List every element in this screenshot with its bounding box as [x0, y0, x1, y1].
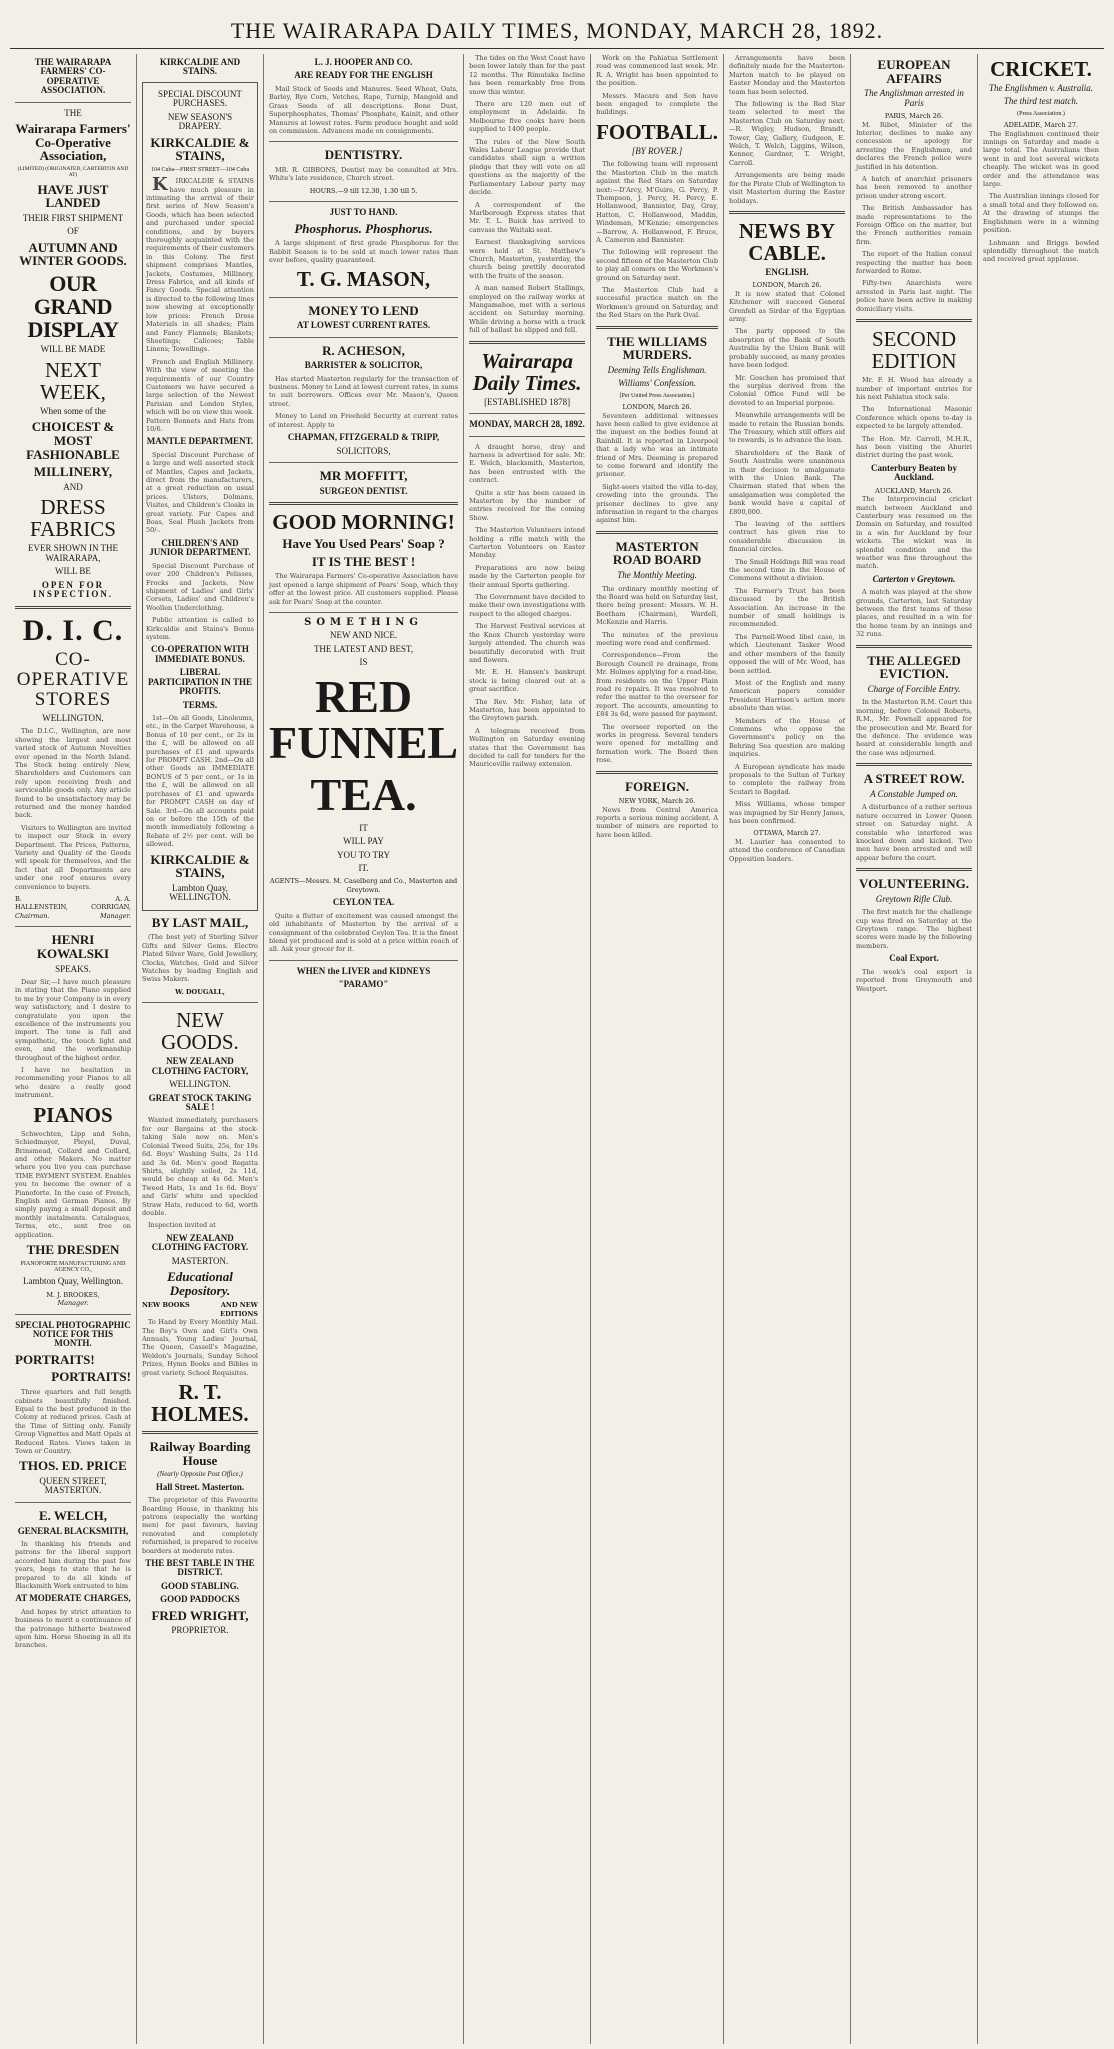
divider	[269, 141, 458, 142]
dresden-sub: PIANOFORTE MANUFACTURING AND AGENCY CO.,	[20, 1260, 126, 1273]
divider	[469, 341, 585, 344]
kircaldie-2: KIRKCALDIE & STAINS,	[150, 851, 250, 881]
european-sub: The Anglishman arrested in Paris	[864, 88, 964, 108]
dic-heading: D. I. C.	[22, 613, 124, 647]
divider	[856, 319, 972, 322]
tea: TEA.	[310, 768, 417, 820]
cable-dateline: LONDON, March 26.	[752, 281, 822, 290]
canterbury-body: The Interprovincial cricket match between Auckland and Canterbury was resumed on the Domain on Saturday, and resulted in a win for Auckland by four wickets. The wicket was in splendid condition and the weather was fine throughout the match.	[856, 495, 972, 571]
divider	[856, 763, 972, 766]
foreign-body: News from Central America reports a serious mining accident. A number of miners are reported to have been killed.	[596, 805, 719, 839]
carterton: Carterton v Greytown.	[872, 573, 956, 584]
road-board: MASTERTON ROAD BOARD	[612, 538, 702, 568]
divider	[269, 502, 458, 505]
divider	[15, 1314, 131, 1315]
daily-times: Wairarapa Daily Times.	[472, 348, 582, 395]
european-body: M. Ribot, Minister of the Interior, declines to make any concession or apology for arresting the Englishman, and declares the French police were justified in his detention. A batch of anarchist prisoners has been removed to another prison under strong escort. The British Ambassador has made representations to the Foreign Office on the matter, but the French authorities remain firm. The report of the Italian consul respecting the matter has been forwarded to Rome. Fifty-two Anarchists were arrested in Paris last night. The police have been active in making domiciliary visits.	[856, 120, 972, 313]
welch-body: In thanking his friends and patrons for the liberal support accorded him during the past few years, begs to state that he is prepared to do all kinds of Blacksmith Work entrusted to him	[15, 1539, 131, 1590]
third-test: The third test match.	[1003, 96, 1079, 107]
you-to-try: YOU TO TRY	[337, 849, 391, 860]
used-soap: Have You Used Pears' Soap ?	[282, 536, 445, 552]
books-body: To Hand by Every Monthly Mail. The Boy's Own and Girl's Own Annuals, Young Ladies' Journal, The Queen, Cassell's Magazine, Weldon's Journals, Sunday School Prizes, Hymn Books and Bibles in great variety. School Requisites.	[141, 1318, 258, 1377]
kidneys: WHEN the LIVER and KIDNEYS	[296, 965, 431, 976]
alleged-body: In the Masterton R.M. Court this morning, before Colonel Roberts, R.M., Mr. Pownall appeared for the prosecution and Mr. Beard for the defence. The evidence was heard at considerable length and the case was adjourned.	[856, 698, 972, 757]
corrigan: A. A. CORRIGAN,	[91, 895, 131, 912]
hall-street: Hall Street. Masterton.	[155, 1481, 245, 1492]
divider	[269, 612, 458, 613]
cricket-sub: The Englishmen v. Australia.	[989, 83, 1093, 94]
welch: E. WELCH,	[38, 1507, 107, 1523]
signatures	[15, 895, 131, 920]
will-be-made: WILL BE MADE	[40, 344, 106, 355]
col5-body-top: Work on the Pahiatua Settlement road was commenced last week. Mr. R. A. Wright has been appointed to the position. Messrs. Macara and Son have been engaged to complete the buildings.	[596, 54, 719, 117]
murders-press: [Per United Press Association.]	[619, 392, 695, 399]
paddocks: GOOD PADDOCKS	[160, 1594, 240, 1605]
dresden: THE DRESDEN	[26, 1242, 120, 1258]
cricket-press: (Press Association.)	[1017, 110, 1065, 117]
football: FOOTBALL.	[596, 119, 719, 144]
new-editions-label: AND NEW EDITIONS	[220, 1301, 258, 1318]
ceylon-tea: CEYLON TEA.	[332, 897, 395, 908]
divider	[15, 606, 131, 609]
kircaldie-lambton: Lambton Quay, WELLINGTON.	[169, 882, 231, 903]
special-photo: SPECIAL PHOTOGRAPHIC NOTICE FOR THIS MONTH.	[15, 1319, 131, 1349]
ceylon-body: Quite a flutter of excitement was caused amongst the old inhabitants of Masterton by the arrival of a consignment of the celebrated Ceylon Tea. It is the finest blend yet produced and is sold at a price within reach of all. Ask your grocer for it.	[268, 911, 459, 954]
grand-display: OUR GRAND DISPLAY	[27, 271, 119, 343]
portraits-body: Three quarters and full length cabinets beautifully finished. Equal to the best produced in the Colony at reduced prices. Cash at the Time of Sitting only. Family Group Vignettes and Matt Opals at Reduced Rates. Views taken in Town or Country.	[15, 1388, 131, 1455]
alleged-eviction: THE ALLEGED EVICTION.	[867, 652, 961, 682]
football-body: The following team will represent the Masterton Club in the match against the Red Stars on Saturday next:—D'Arcy, M'Guire, G. Percy, P. Thompson, J. Percy, H. Percy, E. Hollanwood, Bannister, Day, Gray, Hatton, C. Hollanwood, Maddin, Windeman, M'Kenzie; emergencies—Barrow, A. Hollanwood, F. Bruce, A. Cameron and Bannister. The following will represent the second fifteen of the Masterton Club to play all comers on the Workmen's ground on Saturday next. The Masterton Club had a successful practice match on the Workmen's ground on Saturday, and the Red Stars on the Park Oval.	[596, 160, 719, 320]
wright: FRED WRIGHT,	[151, 1607, 249, 1623]
kircaldie-address: 104 Cuba—FIRST STREET—104 Cuba	[150, 166, 249, 173]
adelaide-dateline: ADELAIDE, March 27.	[1003, 121, 1079, 130]
auckland-dateline: AUCKLAND, March 26.	[875, 486, 953, 495]
column-5	[591, 54, 724, 2044]
special-discount: SPECIAL DISCOUNT PURCHASES.	[158, 88, 242, 109]
divider	[469, 436, 585, 437]
assoc-the: THE	[64, 107, 82, 118]
by-last-mail: BY LAST MAIL,	[151, 914, 249, 930]
educational: Educational Depository.	[167, 1269, 233, 1298]
hallenstein-role: Chairman.	[15, 911, 50, 920]
dentistry-body: MR. R. GIBBONS, Dentist may be consulted at Mrs. White's late residence, Church street.	[268, 165, 459, 183]
queen-street: QUEEN STREET, MASTERTON.	[39, 1476, 107, 1496]
coop-stores: CO-OPERATIVE STORES	[16, 649, 130, 710]
railway-body: The proprietor of this Favourite Boarding House, in thanking his patrons (especially the working men) for past favours, having renovated and completely refurnished, is prepared to receive boarders at moderate rates.	[141, 1496, 258, 1555]
acheson-body: Has started Masterton regularly for the transaction of business. Money to Lend at lowest current rates, in sums to suit borrowers. Offices over Mr. Mason's, Queen street. Money to Lend on Freehold Security at current rates of interest. Apply to	[268, 374, 459, 429]
new-books	[142, 1301, 258, 1318]
nz-wellington: WELLINGTON.	[169, 1079, 231, 1090]
columns	[10, 54, 1104, 2044]
acheson: R. ACHESON,	[322, 342, 405, 358]
moderate: AT MODERATE CHARGES,	[15, 1593, 131, 1604]
column-7	[851, 54, 978, 2044]
pianos-heading: PIANOS	[33, 1102, 113, 1127]
street-row-sub: A Constable Jumped on.	[870, 788, 958, 799]
new-books-label: NEW BOOKS	[141, 1301, 190, 1310]
good-stabling: GOOD STABLING.	[161, 1580, 239, 1591]
new-and-nice: NEW AND NICE.	[329, 630, 398, 641]
col4-body-bottom: A draught horse, dray and harness is advertised for sale. Mr. E. Welch, blacksmith, Masterton, has been entrusted with the contract. Quite a stir has been caused in Masterton by the number of entries received for the coming Show. The Masterton Volunteers intend holding a rifle match with the Carterton Volunteers on Easter Monday. Preparations are now being made by the Carterton people for their annual Sports gathering. The Government have decided to make their own investigations with respect to the alleged charges. The Harvest Festival services at the Knox Church yesterday were largely attended. The church was beautifully decorated with fruit and flowers. Mr. E. H. Hansen's bankrupt stock is being cleared out at a great sacrifice. The Rev. Mr. Fisher, late of Masterton, has been appointed to the Greytown parish. A telegram received from Wellington on Saturday evening states that the Government has decided to call for tenders for the Mauriceville railway extension.	[469, 442, 586, 769]
english: ENGLISH.	[765, 267, 809, 277]
millinery: MILLINERY,	[33, 464, 113, 480]
will-be: WILL BE	[55, 566, 91, 577]
column-2	[137, 54, 264, 2044]
divider	[269, 337, 458, 338]
tea-agents: AGENTS—Messrs. M. Caselberg and Co., Masterton and Greytown.	[269, 877, 458, 894]
corrigan-role: Manager.	[99, 911, 131, 920]
divider	[269, 960, 458, 961]
phosphorus: Phosphorus. Phosphorus.	[294, 220, 433, 236]
divider	[15, 926, 131, 927]
of-label: OF	[67, 226, 79, 237]
new-goods: NEW GOODS.	[161, 1008, 239, 1055]
road-board-sub: The Monthly Meeting.	[617, 570, 697, 581]
terms-body: 1st—On all Goods, Linoleums, etc., in the Carpet Warehouse, a Bonus of 10 per cent., or 2s in the £, will be allowed on all purchases of £1 and upwards for PROMPT CASH. 2nd—On all other Goods an IMMEDIATE BONUS of 5 per cent., or 1s in the £, will be allowed on all purchases of £1 and upwards for PROMPT CASH on day of Sale. 3rd—On all accounts paid on or before the 15th of the month immediately following a Rebate of 2½ per cent. will be allowed.	[145, 714, 254, 849]
paramo: "PARAMO"	[338, 979, 389, 990]
welch-body-2: And hopes by strict attention to business to merit a continuance of the patronage hitherto bestowed upon him. Horse Shoeing in all its branches.	[15, 1607, 131, 1650]
column-1	[10, 54, 137, 2044]
assoc-sub: (LIMITED) (ORIGINATED, CARTERTON AND AT)	[17, 166, 129, 178]
kircaldie: KIRKCALDIE & STAINS,	[150, 134, 250, 164]
kowalski: HENRI KOWALSKI	[36, 932, 110, 961]
railway: Railway Boarding House	[149, 1439, 251, 1468]
choicest: CHOICEST & MOST FASHIONABLE	[26, 419, 120, 462]
children-body: Special Discount Purchase of over 200 Children's Pelisses, Frocks and Jackets. New shipment of Ladies' and Girls' Corsets, Ladies' and Children's Woollen Underclothing. Public attention is called to Kirkcaldie and Stains's Bonus system.	[145, 561, 254, 642]
divider	[15, 1502, 131, 1503]
welch-sub: GENERAL BLACKSMITH,	[17, 1525, 129, 1536]
surgeon: SURGEON DENTIST.	[319, 485, 408, 496]
mantle-dept: MANTLE DEPARTMENT.	[146, 436, 254, 447]
greytown-body: The first match for the challenge cup was fired on Saturday at the Greytown range. The highest scores were made by the following members.	[856, 908, 972, 950]
divider	[596, 771, 718, 774]
coal-export: Coal Export.	[889, 953, 939, 964]
barrister: BARRISTER & SOLICITOR,	[304, 360, 423, 371]
column-3	[264, 54, 464, 2044]
alleged-sub: Charge of Forcible Entry.	[867, 683, 961, 694]
col6-body-top: Arrangements have been definitely made for the Masterton-Marton match to be played on Easter Monday and the Masterton team has been selected. The following is the Red Star team selected to meet the Masterton Club on Saturday next:—R. Wigley, Hudson, Brandt, Tower, Gay, Gallery, Gudgeon, E. Welch, T. Welch, Liggins, Wilson, Kenner, Gardner, T. Wright, Carroll. Arrangements are being made for the Pirate Club of Wellington to visit Masterton during the Easter holidays.	[729, 54, 846, 205]
divider	[15, 102, 131, 103]
moffitt: MR MOFFITT,	[319, 467, 408, 483]
kowalski-body: Dear Sir,—I have much pleasure in stating that the Piano supplied to me by your Company is in every way satisfactory, and I desire to congratulate you upon the excellence of the instruments you import. The tone is full and sympathetic, the touch light and even, and the workmanship throughout of the highest order. I have no hesitation in recommending your Pianos to all who desire a really good instrument.	[15, 978, 131, 1100]
good-morning: GOOD MORNING!	[272, 510, 455, 535]
just-to-hand: JUST TO HAND.	[329, 207, 398, 218]
hooper: L. J. HOOPER AND CO.	[314, 57, 413, 67]
railway-sub: (Nearly Opposite Post Office,)	[157, 1470, 243, 1479]
wright-role: PROPRIETOR.	[171, 1625, 229, 1636]
coal-body: The week's coal export is reported from Greymouth and Westport.	[856, 967, 972, 993]
best-table: THE BEST TABLE IN THE DISTRICT.	[145, 1558, 255, 1578]
holmes: R. T. HOLMES.	[151, 1380, 249, 1427]
foreign: FOREIGN.	[625, 778, 690, 794]
red-funnel: RED FUNNEL	[268, 670, 459, 768]
divider	[269, 462, 458, 463]
nz-clothing-2: NEW ZEALAND CLOTHING FACTORY.	[151, 1232, 249, 1253]
street-row-body: A disturbance of a rather serious nature occurred in Lower Queen street on Saturday night. A constable who interfered was knocked down and kicked. Two men have been arrested and will appear before the court.	[856, 803, 972, 862]
football-sub: [BY ROVER.]	[631, 145, 683, 156]
kircaldie-body: K IRKCALDIE & STAINS have much pleasure in intimating the arrival of their first series of New Season's Goods, which has been selected and purchased under special conditions, and by buyers thoroughly acquainted with the requirements of their customers in this Colony. The first shipment comprises Mantles, Jackets, Costumes, Millinery, Dress Fabrics, and all kinds of Fancy Goods. Special attention is directed to the following lines now showing at exceptionally low prices: French Dress Materials in all shades; Plain and Fancy Flannels; Blankets; Sheetings; Calicoes; Table Linens; Towellings. French and English Millinery. With the view of meeting the requirements of our Country Customers we have secured a large selection of the Newest Parisian and London Styles, which will be on view this week. Pattern Bonnets and Hats from 10/6.	[145, 174, 254, 433]
dresden-address: Lambton Quay, Wellington.	[22, 1276, 123, 1287]
murders-body: Seventeen additional witnesses have been called to give evidence at the inquest on the bodies found at Rainhill. It is reported in Liverpool that a lady who was an intimate friend of Mrs. Deeming is prepared to come forward and identify the prisoner. Sight-seers visited the villa to-day, crowding into the grounds. The prisoner declines to give any information in regard to the charges against him.	[596, 411, 719, 525]
assoc-header: THE WAIRARAPA FARMERS' CO-OPERATIVE ASSOCIATION.	[34, 57, 112, 96]
new-season: NEW SEASON'S DRAPERY.	[167, 111, 233, 132]
williams-confession: Williams' Confession.	[618, 378, 697, 389]
portraits-1: PORTRAITS!	[15, 1351, 95, 1367]
col4-body-top: The tides on the West Coast have been lower lately than for the past 12 months. The Rimutaka Incline has been remarkably free from snow this winter. There are 120 men out of employment in Adelaide. In Melbourne five cooks have been supplied to 1400 people. The rules of the New South Wales Labour League provide that candidates shall sign a written pledge that they will vote on all questions as the majority of the Parliamentary Labour party may decide. A correspondent of the Marlborough Express states that Mr. T. L. Buick has arrived to canvass the Waitaki seat. Earnest thanksgiving services were held at St. Matthew's Church, Masterton, yesterday, the church being prettily decorated with the fruits of the season. A man named Robert Stallings, employed on the railway works at Mangamahoe, met with a serious accident on Saturday morning. While driving a horse with a truck full of ballast he slipped and fell.	[469, 54, 586, 335]
hooper-body: Mail Stock of Seeds and Manures. Seed Wheat, Oats, Barley, Rye Corn, Vetches, Rape, Turnip, Mangold and Grass Seeds of all descriptions. Bone Dust, Superphosphates, Thomas' Phosphate, Kainit, and other Manures at lowest rates. Farm produce bought and sold on commission. Advances made on consignments.	[268, 84, 459, 135]
cable-body: It is now stated that Colonel Kitchener will succeed General Grenfell as Sirdar of the Egyptian army. The party opposed to the absorption of the Bank of South Australia by the Union Bank will probably succeed, as many proxies have been lodged. Mr. Goschen has promised that the surplus derived from the Colonial Office Fund will be devoted to an Imperial purpose. Meanwhile arrangements will be made to retain the Russian bonds. The Treasury, which still offers aid to rewards, is to advance the loan. Shareholders of the Bank of South Australia were unanimous in their decision to amalgamate with the Union Bank. The Chairman stated that when the amalgamation was completed the bank would have a capital of £800,000. The leaving of the settlers contract has given rise to considerable discussion in financial circles. The Small Holdings Bill was read the second time in the House of Commons without a division. The Farmer's Trust has been discussed by the British Association. An increase in the number of small holdings is recommended. The Parnell-Wood libel case, in which Lieutenant Tasker Wood and other members of the family opposed the will of Mr. Wood, has been settled. Most of the English and many American papers consider President Harrison's action more absolute than wise. Members of the House of Commons who oppose the Government's policy on the Behring Sea question are making inquiries. A European syndicate has made proposals to the Sultan of Turkey to complete the railway from Scutari to Bagdad. Miss Williams, whose temper was impugned by Sir Henry James, has been confirmed.	[729, 289, 846, 825]
dic-wellington: WELLINGTON.	[42, 712, 104, 723]
current-rates: AT LOWEST CURRENT RATES.	[296, 320, 431, 331]
cricket-body: The Englishmen continued their innings on Saturday and made a large total. The Australians then went in and lost several wickets cheaply. The wicket was in good order and the attendance was large. The Australian innings closed for a small total and they followed on. At the drawing of stumps the Englishmen were in a winning position. Lohmann and Briggs bowled splendidly throughout the match and received great applause.	[983, 129, 1099, 264]
will-pay: WILL PAY	[343, 836, 384, 847]
and-label: AND	[63, 481, 83, 492]
dougall: W. DOUGALL,	[175, 987, 225, 996]
street-row: A STREET ROW.	[863, 771, 965, 787]
solicitors: SOLICITORS,	[336, 445, 391, 456]
brookes-role: Manager.	[57, 1299, 89, 1308]
terms: TERMS.	[182, 699, 218, 710]
european: EUROPEAN AFFAIRS	[877, 57, 951, 86]
children-dept: CHILDREN'S AND JUNIOR DEPARTMENT.	[149, 537, 251, 558]
issue-date: MONDAY, MARCH 28, 1892.	[469, 419, 585, 430]
nz-masterton: MASTERTON.	[171, 1255, 229, 1266]
it-is-best: IT IS THE BEST !	[311, 553, 416, 569]
great-stock: GREAT STOCK TAKING SALE !	[148, 1092, 252, 1113]
hooper-ready: ARE READY FOR THE ENGLISH	[294, 70, 433, 81]
divider	[856, 868, 972, 871]
first-shipment: THEIR FIRST SHIPMENT	[22, 212, 124, 223]
nz-clothing: NEW ZEALAND CLOTHING FACTORY,	[151, 1056, 249, 1076]
assoc-name: Wairarapa Farmers' Co-Operative Association,	[15, 121, 131, 164]
ottawa-body: M. Laurier has consented to attend the conference of Canadian Opposition leaders.	[729, 837, 846, 863]
soap-body: The Wairarapa Farmers' Co-operative Association have just opened a large shipment of Pears' Soap, which they offer at the lowest price. All customers supplied. Please ask for Pears' Soap at the counter.	[268, 572, 459, 606]
murders-sub: Deeming Tells Englishman.	[607, 364, 707, 375]
kircaldie-ad	[142, 82, 258, 911]
foreign-dateline: NEW YORK, March 26.	[618, 797, 696, 806]
something: SOMETHING	[304, 617, 423, 629]
it-label: IT	[359, 822, 368, 833]
mantle-body: Special Discount Purchase of a large and well assorted stock of Mantles, Capes and Jackets, direct from the manufacturers, at a great reduction on usual prices. Ulsters, Dolmans, Visites, and Children's Cloaks in great variety. Fur Capes and Boas, Seal Plush Jackets from 50/-.	[145, 450, 254, 535]
volunteering: VOLUNTEERING.	[859, 876, 969, 892]
liberal: LIBERAL PARTICIPATION IN THE PROFITS.	[147, 667, 252, 697]
divider	[142, 1002, 258, 1003]
divider	[269, 297, 458, 298]
masthead-rule	[10, 48, 1104, 49]
pianos-body: Schwechten, Lipp and Sohn, Schiedmayer, Pleyel, Duval, Brinsmead, Collard and Collard, and other Makers. No matter where you live you can purchase TIME PAYMENT SYSTEM. Enables you to become the owner of a Pianoforte. In the case of French, English and German Pianos. By simply paying a small deposit and monthly instalments. Catalogues, Terms, etc., sent free on application.	[15, 1129, 131, 1239]
road-board-body: The ordinary monthly meeting of the Board was held on Saturday last, there being present: Messrs. W. H. Beetham (Chairman), Wardell, McKenzie and Harris. The minutes of the previous meeting were read and confirmed. Correspondence—From the Borough Council re drainage, from Mr. Holmes applying for a road-line, from residents on the Upper Plain road re repairs. It was resolved to refer the matter to the overseer for report. The accounts, amounting to £84 3s 6d, were passed for payment. The overseer reported on the works in progress. Several tenders were opened for metalling and formation work. The Board then rose.	[596, 584, 719, 765]
divider	[142, 1431, 258, 1434]
kircaldie-head: KIRKCALDIE AND STAINS.	[159, 57, 241, 77]
price-name: THOS. ED. PRICE	[19, 1458, 127, 1474]
divider	[596, 326, 718, 329]
column-4	[464, 54, 591, 2044]
gibbons: MR. R. GIBBONS, Dentist may	[274, 165, 383, 174]
divider	[596, 531, 718, 534]
hallenstein: B. HALLENSTEIN,	[15, 895, 68, 912]
ottawa-dateline: OTTAWA, March 27.	[753, 829, 821, 838]
cricket: CRICKET.	[990, 57, 1092, 81]
greytown: Greytown Rifle Club.	[875, 893, 953, 904]
news-by-cable: NEWS BY CABLE.	[738, 218, 836, 265]
dress-fabrics: DRESS FABRICS	[30, 495, 116, 542]
latest: THE LATEST AND BEST,	[313, 643, 414, 654]
is-label: IS	[359, 657, 368, 668]
open-inspection: OPEN FOR INSPECTION.	[32, 579, 114, 600]
coop: CO-OPERATION WITH IMMEDIATE BONUS.	[151, 644, 249, 664]
mason: T. G. MASON,	[296, 267, 431, 292]
divider	[729, 211, 845, 214]
canterbury: Canterbury Beaten by Auckland.	[871, 462, 957, 483]
kowalski-speaks: SPEAKS.	[55, 963, 91, 974]
second-edition: SECOND EDITION	[871, 327, 957, 374]
established: [ESTABLISHED 1878]	[484, 396, 571, 407]
divider	[469, 413, 585, 414]
last-mail-body: (The best yet) of Sterling Silver Gifts and Silver Gems. Electro Plated Silver Ware, Gold Jewellery, Clocks, Watches, Gold and Silver Watches by leading English and Swiss Makers.	[141, 933, 258, 984]
dentistry: DENTISTRY.	[324, 147, 403, 163]
next-week: NEXT WEEK,	[40, 357, 106, 404]
money-to-lend: MONEY TO LEND	[308, 302, 419, 318]
paris-dateline: PARIS, March 26.	[884, 112, 944, 121]
dic-body: The D.I.C., Wellington, are now showing the largest and most varied stock of Autumn Novelties ever opened in the North Island. The Stock being entirely New, Shareholders and Customers can rely upon receiving fresh and serviceable goods only. Any article found to be unsatisfactory may be returned and the money handed back. Visitors to Wellington are invited to inspect our Stock in every Department. The Prices, Patterns, Variety and Quality of the Goods will speak for themselves, and the fact that all Departments are under one roof ensures every convenience to buyers.	[15, 727, 131, 891]
murders-dateline: LONDON, March 26.	[622, 403, 692, 412]
have-landed: HAVE JUST LANDED	[37, 181, 109, 211]
column-6	[724, 54, 851, 2044]
masthead: THE WAIRARAPA DAILY TIMES, MONDAY, MARCH 28, 1892.	[230, 18, 884, 43]
second-edition-body: Mr. F. H. Wood has already a number of important entries for his next Pahiatua stock sale. The International Masonic Conference which opens to-day is expected to be largely attended. The Hon. Mr. Carroll, M.H.R., has been visiting the Ahuriri district during the past week.	[856, 376, 972, 460]
nz-clothing-body: Wanted immediately, purchasers for our Bargains at the stock-taking Sale now on. Men's Colonial Tweed Suits, 25s, for 19s 6d. Boys' Washing Suits, 2s 11d and 3s 6d. Men's good Regatta Shirts, slightly soiled, 2s 11d, would be cheap at 4s 6d. Men's Tweed Hats, 1s and 1s 6d. Boys' and Girls' white and speckled Straw Hats, reduced to 6d, worth double. Inspection invited at	[141, 1116, 258, 1230]
portraits-2: PORTRAITS!	[51, 1369, 131, 1385]
carterton-body: A match was played at the show grounds, Carterton, last Saturday between the first teams of these places, and resulted in a win for the home team by an innings and 32 runs.	[856, 588, 972, 639]
divider	[856, 645, 972, 648]
it-label-2: IT.	[358, 863, 369, 874]
murders-head: THE WILLIAMS MURDERS.	[607, 333, 707, 363]
when-some: When some of the	[40, 405, 106, 416]
brookes: M. J. BROOKES,	[46, 1290, 100, 1299]
divider	[269, 201, 458, 202]
phosphorus-body: A large shipment of first grade Phosphorus for the Rabbit Season is to be sold at much lower rates than ever before, quality guaranteed.	[268, 239, 459, 265]
chapman: CHAPMAN, FITZGERALD & TRIPP,	[287, 432, 440, 443]
dentist-hours: HOURS.—9 till 12.30, 1.30 till 5.	[309, 186, 418, 195]
autumn-goods: AUTUMN AND WINTER GOODS.	[19, 239, 127, 269]
column-8	[978, 54, 1104, 2044]
ever-shown: EVER SHOWN IN THE WAIRARAPA,	[27, 543, 119, 563]
